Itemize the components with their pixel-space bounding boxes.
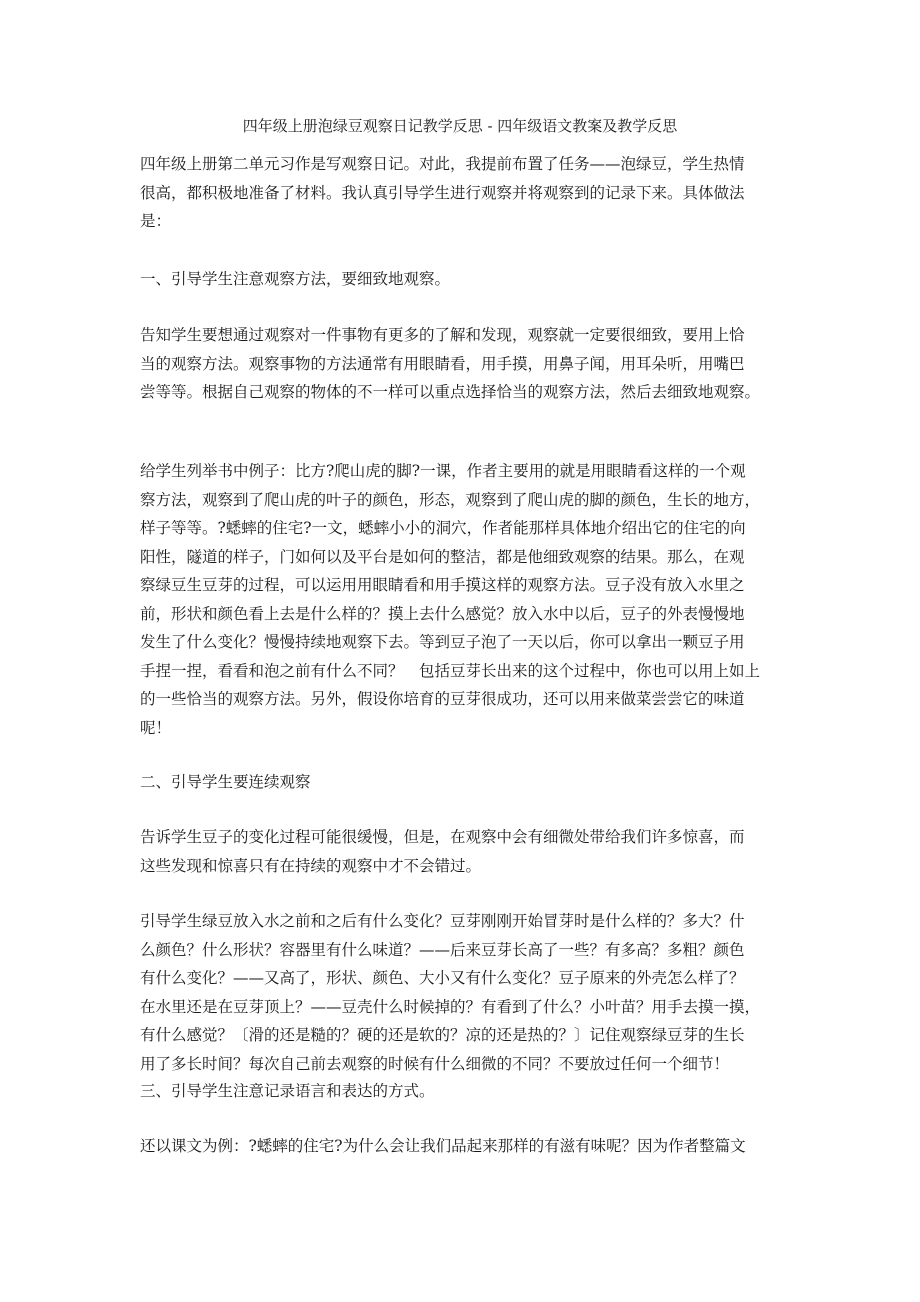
- paragraph-line: 么颜色？什么形状？容器里有什么味道？——后来豆芽长高了一些？有多高？多粗？颜色: [140, 940, 745, 959]
- heading-line: 一、引导学生注意观察方法，要细致地观察。: [140, 270, 451, 288]
- paragraph-continuous: [140, 823, 790, 880]
- paragraph-line: 告知学生要想通过观察对一件事物有更多的了解和发现，观察就一定要很细致，要用上恰: [140, 326, 745, 344]
- heading-line: 二、引导学生要连续观察: [140, 773, 311, 791]
- paragraph-line: 很高，都积极地准备了材料。我认真引导学生进行观察并将观察到的记录下来。具体做法: [140, 183, 745, 202]
- paragraph-line: 的一些恰当的观察方法。另外，假设你培育的豆芽很成功，还可以用来做菜尝尝它的味道: [140, 690, 745, 708]
- paragraph-line: 在水里还是在豆芽顶上？——豆壳什么时候掉的？有看到了什么？小叶苗？用手去摸一摸，: [140, 997, 761, 1016]
- heading-line: 三、引导学生注意记录语言和表达的方式。: [140, 1082, 435, 1100]
- paragraph-line: 给学生列举书中例子：比方?爬山虎的脚?一课，作者主要用的就是用眼睛看这样的一个观: [140, 462, 746, 480]
- paragraph-methods: [140, 321, 790, 407]
- paragraph-line: 是：: [140, 212, 172, 230]
- paragraph-line: 这些发现和惊喜只有在持续的观察中才不会错过。: [140, 856, 482, 875]
- paragraph-line: 有什么变化？——又高了，形状、颜色、大小又有什么变化？豆子原来的外壳怎么样了？: [140, 969, 745, 987]
- paragraph-line: 尝等等。根据自己观察的物体的不一样可以重点选择恰当的观察方法，然后去细致地观察。: [140, 383, 761, 401]
- section-heading-1: [140, 265, 790, 294]
- section-heading-3: [140, 1077, 790, 1106]
- paragraph-line: 发生了什么变化？慢慢持续地观察下去。等到豆子泡了一天以后，你可以拿出一颗豆子用: [140, 633, 745, 651]
- paragraph-line: 察绿豆生豆芽的过程，可以运用用眼睛看和用手摸这样的观察方法。豆子没有放入水里之: [140, 576, 745, 594]
- paragraph-line: 四年级上册第二单元习作是写观察日记。对此，我提前布置了任务——泡绿豆，学生热情: [140, 155, 745, 173]
- paragraph-line: 阳性，隧道的样子，门如何以及平台是如何的整洁，都是他细致观察的结果。那么，在观: [140, 547, 745, 566]
- paragraph-line: 样子等等。?蟋蟀的住宅?一文，蟋蟀小小的洞穴，作者能那样具体地介绍出它的住宅的向: [140, 519, 746, 537]
- paragraph-line: 引导学生绿豆放入水之前和之后有什么变化？豆芽刚刚开始冒芽时是什么样的？多大？什: [140, 912, 745, 930]
- paragraph-guidance: [140, 907, 790, 1078]
- paragraph-intro: [140, 150, 790, 236]
- paragraph-line: 告诉学生豆子的变化过程可能很缓慢，但是，在观察中会有细微处带给我们许多惊喜，而: [140, 828, 745, 846]
- paragraph-line: 手捏一捏，看看和泡之前有什么不同？ 包括豆芽长出来的这个过程中，你也可以用上如上: [140, 661, 761, 680]
- paragraph-line: 还以课文为例：?蟋蟀的住宅?为什么会让我们品起来那样的有滋有味呢？因为作者整篇文: [140, 1137, 746, 1155]
- paragraph-line: 前，形状和颜色看上去是什么样的？摸上去什么感觉？放入水中以后，豆子的外表慢慢地: [140, 604, 745, 623]
- paragraph-line: 呢！: [140, 718, 172, 737]
- paragraph-line: 有什么感觉？〔滑的还是糙的？硬的还是软的？凉的还是热的？〕记住观察绿豆芽的生长: [140, 1026, 745, 1044]
- paragraph-line: 察方法，观察到了爬山虎的叶子的颜色，形态，观察到了爬山虎的脚的颜色，生长的地方，: [140, 490, 761, 509]
- section-heading-2: [140, 768, 790, 797]
- paragraph-language: [140, 1132, 790, 1161]
- paragraph-line: 当的观察方法。观察事物的方法通常有用眼睛看，用手摸，用鼻子闻，用耳朵听，用嘴巴: [140, 354, 745, 373]
- paragraph-examples: [140, 457, 790, 742]
- document-title: 四年级上册泡绿豆观察日记教学反思 - 四年级语文教案及教学反思: [242, 117, 678, 135]
- paragraph-line: 用了多长时间？每次自己前去观察的时候有什么细微的不同？不要放过任何一个细节！: [140, 1054, 730, 1073]
